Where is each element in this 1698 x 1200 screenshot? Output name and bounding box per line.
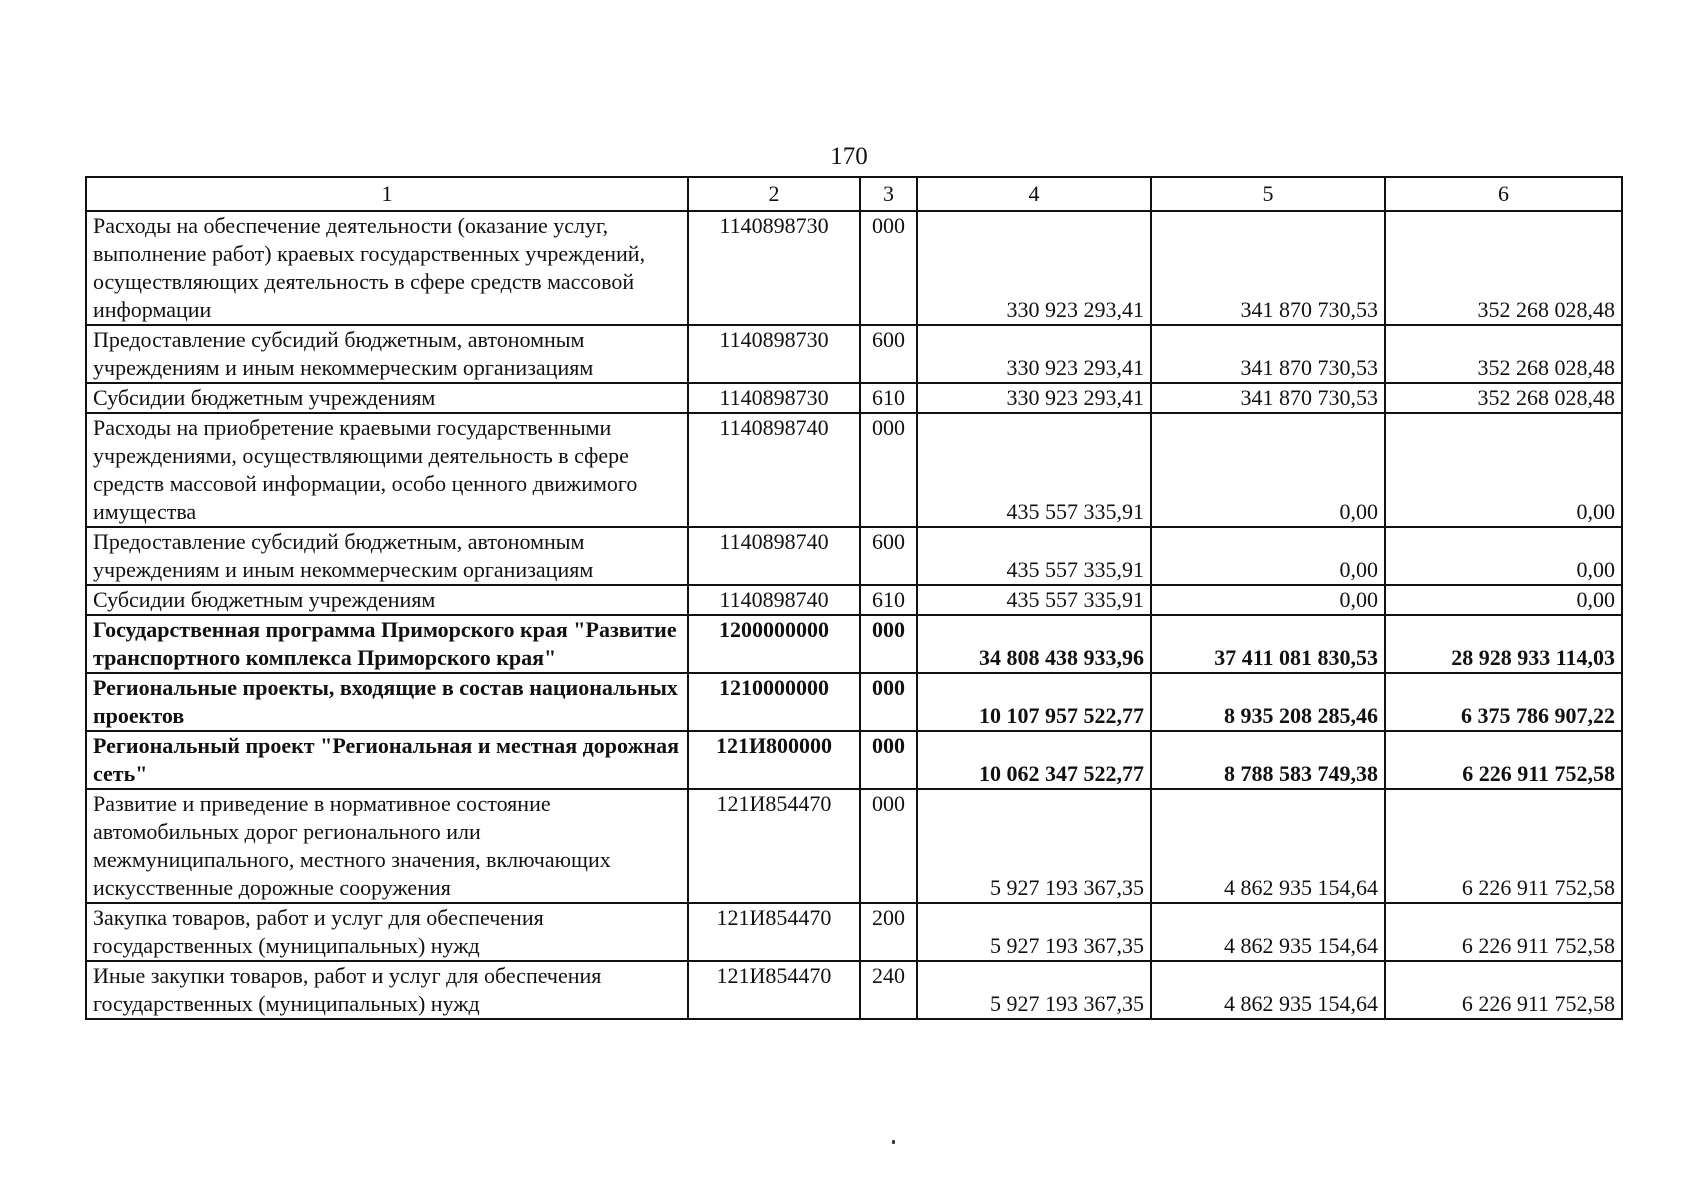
row-value-col-6: 0,00 bbox=[1385, 527, 1622, 585]
row-name: Расходы на приобретение краевыми государственными учреждениями, осуществляющими деятельность в сфере средств массовой информации, особо ценного движимого имущества bbox=[86, 413, 688, 527]
row-name: Закупка товаров, работ и услуг для обеспечения государственных (муниципальных) нужд bbox=[86, 903, 688, 961]
row-target-code: 121И800000 bbox=[688, 731, 860, 789]
row-name: Расходы на обеспечение деятельности (оказание услуг, выполнение работ) краевых государственных учреждений, осуществляющих деятельность в сфере средств массовой информации bbox=[86, 211, 688, 325]
row-target-code: 1140898730 bbox=[688, 211, 860, 325]
row-target-code: 1140898730 bbox=[688, 383, 860, 413]
row-value-col-6: 0,00 bbox=[1385, 413, 1622, 527]
row-value-col-4: 330 923 293,41 bbox=[917, 383, 1151, 413]
row-name: Предоставление субсидий бюджетным, автономным учреждениям и иным некоммерческим организациям bbox=[86, 527, 688, 585]
table-row-subprogram bbox=[86, 673, 1622, 731]
row-expense-type: 600 bbox=[860, 325, 917, 383]
row-name: Региональный проект "Региональная и местная дорожная сеть" bbox=[86, 731, 688, 789]
row-expense-type: 600 bbox=[860, 527, 917, 585]
row-expense-type: 000 bbox=[860, 615, 917, 673]
row-expense-type: 610 bbox=[860, 383, 917, 413]
row-name: Субсидии бюджетным учреждениям bbox=[86, 383, 688, 413]
row-name: Субсидии бюджетным учреждениям bbox=[86, 585, 688, 615]
row-value-col-5: 8 788 583 749,38 bbox=[1151, 731, 1385, 789]
table-row bbox=[86, 383, 1622, 413]
row-value-col-5: 4 862 935 154,64 bbox=[1151, 961, 1385, 1019]
row-value-col-6: 6 226 911 752,58 bbox=[1385, 961, 1622, 1019]
table-row bbox=[86, 413, 1622, 527]
header-col-2: 2 bbox=[688, 177, 860, 211]
row-value-col-5: 0,00 bbox=[1151, 527, 1385, 585]
row-value-col-5: 341 870 730,53 bbox=[1151, 325, 1385, 383]
row-expense-type: 000 bbox=[860, 211, 917, 325]
header-col-1: 1 bbox=[86, 177, 688, 211]
row-target-code: 1200000000 bbox=[688, 615, 860, 673]
row-expense-type: 000 bbox=[860, 413, 917, 527]
budget-table bbox=[85, 176, 1623, 1020]
table-row bbox=[86, 789, 1622, 903]
row-value-col-5: 8 935 208 285,46 bbox=[1151, 673, 1385, 731]
row-value-col-5: 0,00 bbox=[1151, 585, 1385, 615]
row-name: Иные закупки товаров, работ и услуг для обеспечения государственных (муниципальных) нужд bbox=[86, 961, 688, 1019]
table-row bbox=[86, 903, 1622, 961]
row-value-col-4: 435 557 335,91 bbox=[917, 527, 1151, 585]
row-value-col-4: 10 107 957 522,77 bbox=[917, 673, 1151, 731]
scan-speck bbox=[892, 1140, 895, 1144]
header-col-4: 4 bbox=[917, 177, 1151, 211]
row-value-col-6: 352 268 028,48 bbox=[1385, 211, 1622, 325]
row-target-code: 1210000000 bbox=[688, 673, 860, 731]
row-value-col-5: 37 411 081 830,53 bbox=[1151, 615, 1385, 673]
header-col-5: 5 bbox=[1151, 177, 1385, 211]
row-value-col-6: 6 226 911 752,58 bbox=[1385, 903, 1622, 961]
row-value-col-4: 5 927 193 367,35 bbox=[917, 789, 1151, 903]
row-target-code: 1140898730 bbox=[688, 325, 860, 383]
row-target-code: 121И854470 bbox=[688, 789, 860, 903]
row-target-code: 1140898740 bbox=[688, 413, 860, 527]
row-value-col-4: 34 808 438 933,96 bbox=[917, 615, 1151, 673]
row-target-code: 121И854470 bbox=[688, 903, 860, 961]
row-expense-type: 000 bbox=[860, 789, 917, 903]
row-target-code: 121И854470 bbox=[688, 961, 860, 1019]
table-row bbox=[86, 325, 1622, 383]
row-value-col-4: 330 923 293,41 bbox=[917, 325, 1151, 383]
row-value-col-4: 435 557 335,91 bbox=[917, 413, 1151, 527]
row-expense-type: 200 bbox=[860, 903, 917, 961]
row-name: Предоставление субсидий бюджетным, автономным учреждениям и иным некоммерческим организациям bbox=[86, 325, 688, 383]
table-row bbox=[86, 211, 1622, 325]
row-expense-type: 240 bbox=[860, 961, 917, 1019]
header-col-3: 3 bbox=[860, 177, 917, 211]
row-value-col-6: 28 928 933 114,03 bbox=[1385, 615, 1622, 673]
row-value-col-6: 0,00 bbox=[1385, 585, 1622, 615]
table-row bbox=[86, 527, 1622, 585]
header-row bbox=[86, 177, 1622, 211]
row-value-col-5: 341 870 730,53 bbox=[1151, 383, 1385, 413]
row-target-code: 1140898740 bbox=[688, 585, 860, 615]
row-value-col-4: 330 923 293,41 bbox=[917, 211, 1151, 325]
row-target-code: 1140898740 bbox=[688, 527, 860, 585]
row-value-col-4: 5 927 193 367,35 bbox=[917, 903, 1151, 961]
row-name: Региональные проекты, входящие в состав национальных проектов bbox=[86, 673, 688, 731]
row-value-col-4: 10 062 347 522,77 bbox=[917, 731, 1151, 789]
table-row-program bbox=[86, 615, 1622, 673]
row-expense-type: 000 bbox=[860, 673, 917, 731]
row-value-col-6: 6 226 911 752,58 bbox=[1385, 789, 1622, 903]
row-value-col-6: 352 268 028,48 bbox=[1385, 383, 1622, 413]
page-number: 170 bbox=[830, 143, 868, 170]
table-row bbox=[86, 961, 1622, 1019]
row-name: Развитие и приведение в нормативное состояние автомобильных дорог регионального или межмуниципального, местного значения, включающих искусственные дорожные сооружения bbox=[86, 789, 688, 903]
table-row bbox=[86, 585, 1622, 615]
row-value-col-4: 435 557 335,91 bbox=[917, 585, 1151, 615]
row-value-col-4: 5 927 193 367,35 bbox=[917, 961, 1151, 1019]
row-value-col-6: 352 268 028,48 bbox=[1385, 325, 1622, 383]
row-expense-type: 610 bbox=[860, 585, 917, 615]
table-row-project bbox=[86, 731, 1622, 789]
header-col-6: 6 bbox=[1385, 177, 1622, 211]
row-expense-type: 000 bbox=[860, 731, 917, 789]
row-value-col-6: 6 226 911 752,58 bbox=[1385, 731, 1622, 789]
row-value-col-5: 4 862 935 154,64 bbox=[1151, 903, 1385, 961]
row-value-col-6: 6 375 786 907,22 bbox=[1385, 673, 1622, 731]
row-name: Государственная программа Приморского края "Развитие транспортного комплекса Приморского края" bbox=[86, 615, 688, 673]
row-value-col-5: 4 862 935 154,64 bbox=[1151, 789, 1385, 903]
row-value-col-5: 341 870 730,53 bbox=[1151, 211, 1385, 325]
row-value-col-5: 0,00 bbox=[1151, 413, 1385, 527]
